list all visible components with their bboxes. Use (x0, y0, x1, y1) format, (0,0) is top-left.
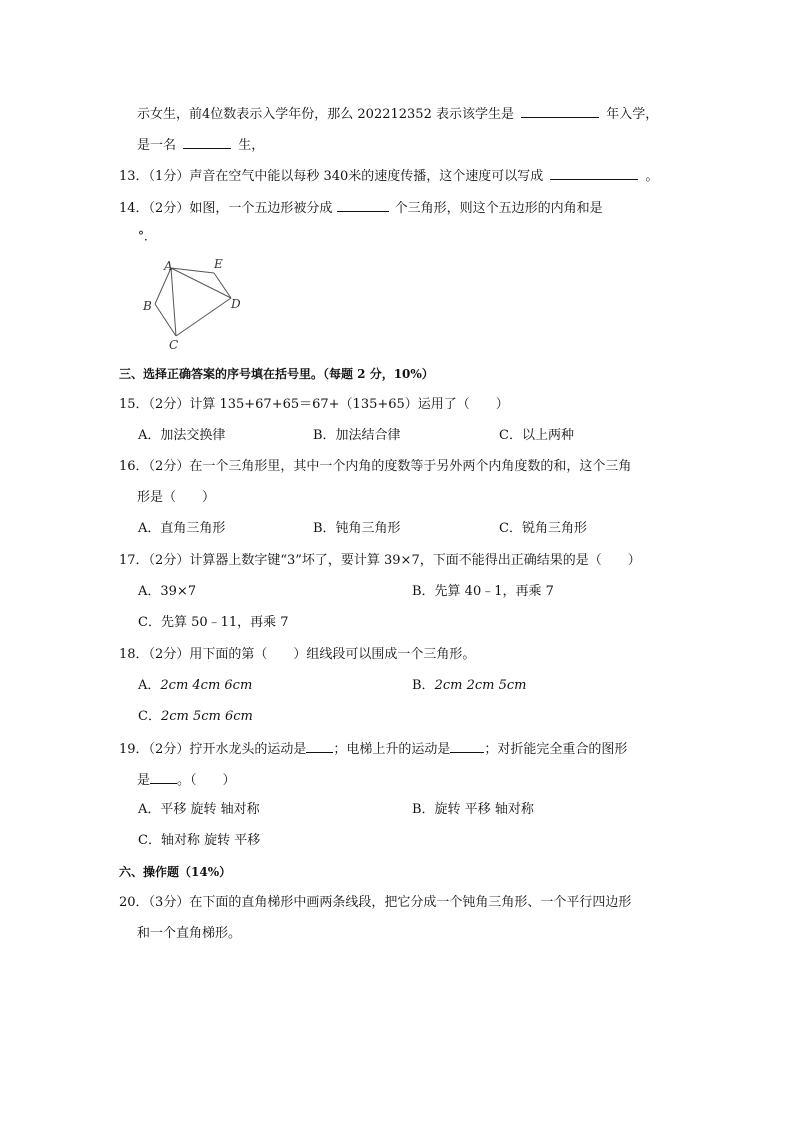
q18-option-b-value: 2cm 2cm 5cm (434, 678, 527, 693)
q15-option-a[interactable]: A．加法交换律 (138, 428, 226, 443)
q14-line2: °． (138, 229, 157, 243)
q16-stem-line2: 形是（ ） (137, 490, 216, 505)
q18-option-a-value: 2cm 4cm 6cm (160, 678, 253, 693)
q14-line1 (119, 199, 603, 217)
section-3-title: 三、选择正确答案的序号填在括号里。（每题 2 分，10%） (119, 367, 434, 381)
q18-option-a-letter: A． (138, 678, 161, 693)
edge-ba (155, 268, 171, 304)
q19-text-b: ；电梯上升的运动是 (333, 742, 451, 757)
vertex-label-a: A (164, 259, 173, 273)
diagonal-ac (171, 268, 176, 336)
edge-cb (155, 304, 176, 336)
pentagon-figure (138, 254, 250, 354)
q19-text-a: 19．（2分）拧开水龙头的运动是 (119, 742, 307, 757)
q12-text-c: 是一名 (137, 138, 177, 153)
vertex-label-b: B (143, 299, 152, 313)
q12-text-b: 年入学， (606, 107, 659, 122)
q16-stem-line1: 16．（2分）在一个三角形里，其中一个内角的度数等于另外两个内角度数的和，这个三角 (119, 459, 632, 474)
q17-stem: 17．（2分）计算器上数字键“3”坏了，要计算 39×7，下面不能得出正确结果的是（ ） (119, 553, 641, 568)
diagonal-ad (171, 268, 231, 298)
q16-option-a[interactable]: A．直角三角形 (138, 521, 226, 536)
q14-count-blank[interactable] (337, 199, 389, 212)
q12-year-blank[interactable] (521, 105, 599, 118)
q12-gender-blank[interactable] (183, 136, 231, 149)
q15-option-b[interactable]: B．加法结合律 (313, 428, 401, 443)
q19-stem-line2 (137, 771, 236, 789)
q17-option-b[interactable]: B．先算 40﹣1，再乘 7 (412, 584, 554, 599)
q19-text-e: 。（ ） (177, 773, 236, 788)
q15-option-c[interactable]: C．以上两种 (499, 428, 574, 443)
q19-blank-3[interactable] (150, 771, 177, 784)
q12-text-a: 示女生，前4位数表示入学年份，那么 202212352 表示该学生是 (137, 107, 514, 122)
q18-option-b-letter: B． (412, 678, 435, 693)
q18-option-c-value: 2cm 5cm 6cm (160, 709, 253, 724)
section-6-title: 六、操作题（14%） (119, 865, 232, 879)
q18-option-c[interactable] (138, 709, 253, 725)
edge-dc (176, 298, 231, 336)
q17-option-a[interactable]: A．39×7 (138, 584, 197, 599)
q15-stem: 15．（2分）计算 135+67+65＝67+（135+65）运用了（ ） (119, 397, 509, 412)
q18-stem: 18．（2分）用下面的第（ ）组线段可以围成一个三角形。 (119, 647, 476, 662)
q18-option-b[interactable] (412, 678, 526, 694)
q12-line2 (137, 136, 264, 154)
q19-text-c: ；对折能完全重合的图形 (484, 742, 628, 757)
q19-option-c[interactable]: C．轴对称 旋转 平移 (138, 833, 261, 848)
q12-text-d: 生， (238, 138, 265, 153)
q14-text-b: 个三角形，则这个五边形的内角和是 (394, 201, 603, 216)
q13-text-a: 13．（1分）声音在空气中能以每秒 340米的速度传播，这个速度可以写成 (119, 169, 544, 184)
q14-text-a: 14．（2分）如图，一个五边形被分成 (119, 201, 333, 216)
q16-option-b[interactable]: B．钝角三角形 (313, 521, 401, 536)
q20-line2: 和一个直角梯形。 (137, 926, 242, 941)
vertex-label-e: E (214, 257, 223, 271)
q19-option-a[interactable]: A．平移 旋转 轴对称 (138, 802, 260, 817)
vertex-label-d: D (231, 297, 241, 311)
q13-text-b: 。 (645, 169, 659, 184)
q19-blank-1[interactable] (306, 740, 333, 753)
q17-option-c[interactable]: C．先算 50﹣11，再乘 7 (138, 615, 289, 630)
q19-blank-2[interactable] (450, 740, 484, 753)
q19-option-b[interactable]: B．旋转 平移 轴对称 (412, 802, 534, 817)
q18-option-c-letter: C． (138, 709, 161, 724)
q16-option-c[interactable]: C．锐角三角形 (499, 521, 587, 536)
q19-stem-line1 (119, 740, 627, 758)
edge-ae (171, 268, 214, 273)
q18-option-a[interactable] (138, 678, 252, 694)
q19-text-d: 是 (137, 773, 151, 788)
q13 (119, 167, 659, 185)
q12-line1 (137, 105, 658, 123)
vertex-label-c: C (169, 338, 179, 352)
q13-answer-blank[interactable] (550, 167, 638, 180)
q20-line1: 20．（3分）在下面的直角梯形中画两条线段，把它分成一个钝角三角形、一个平行四边形 (119, 895, 632, 910)
